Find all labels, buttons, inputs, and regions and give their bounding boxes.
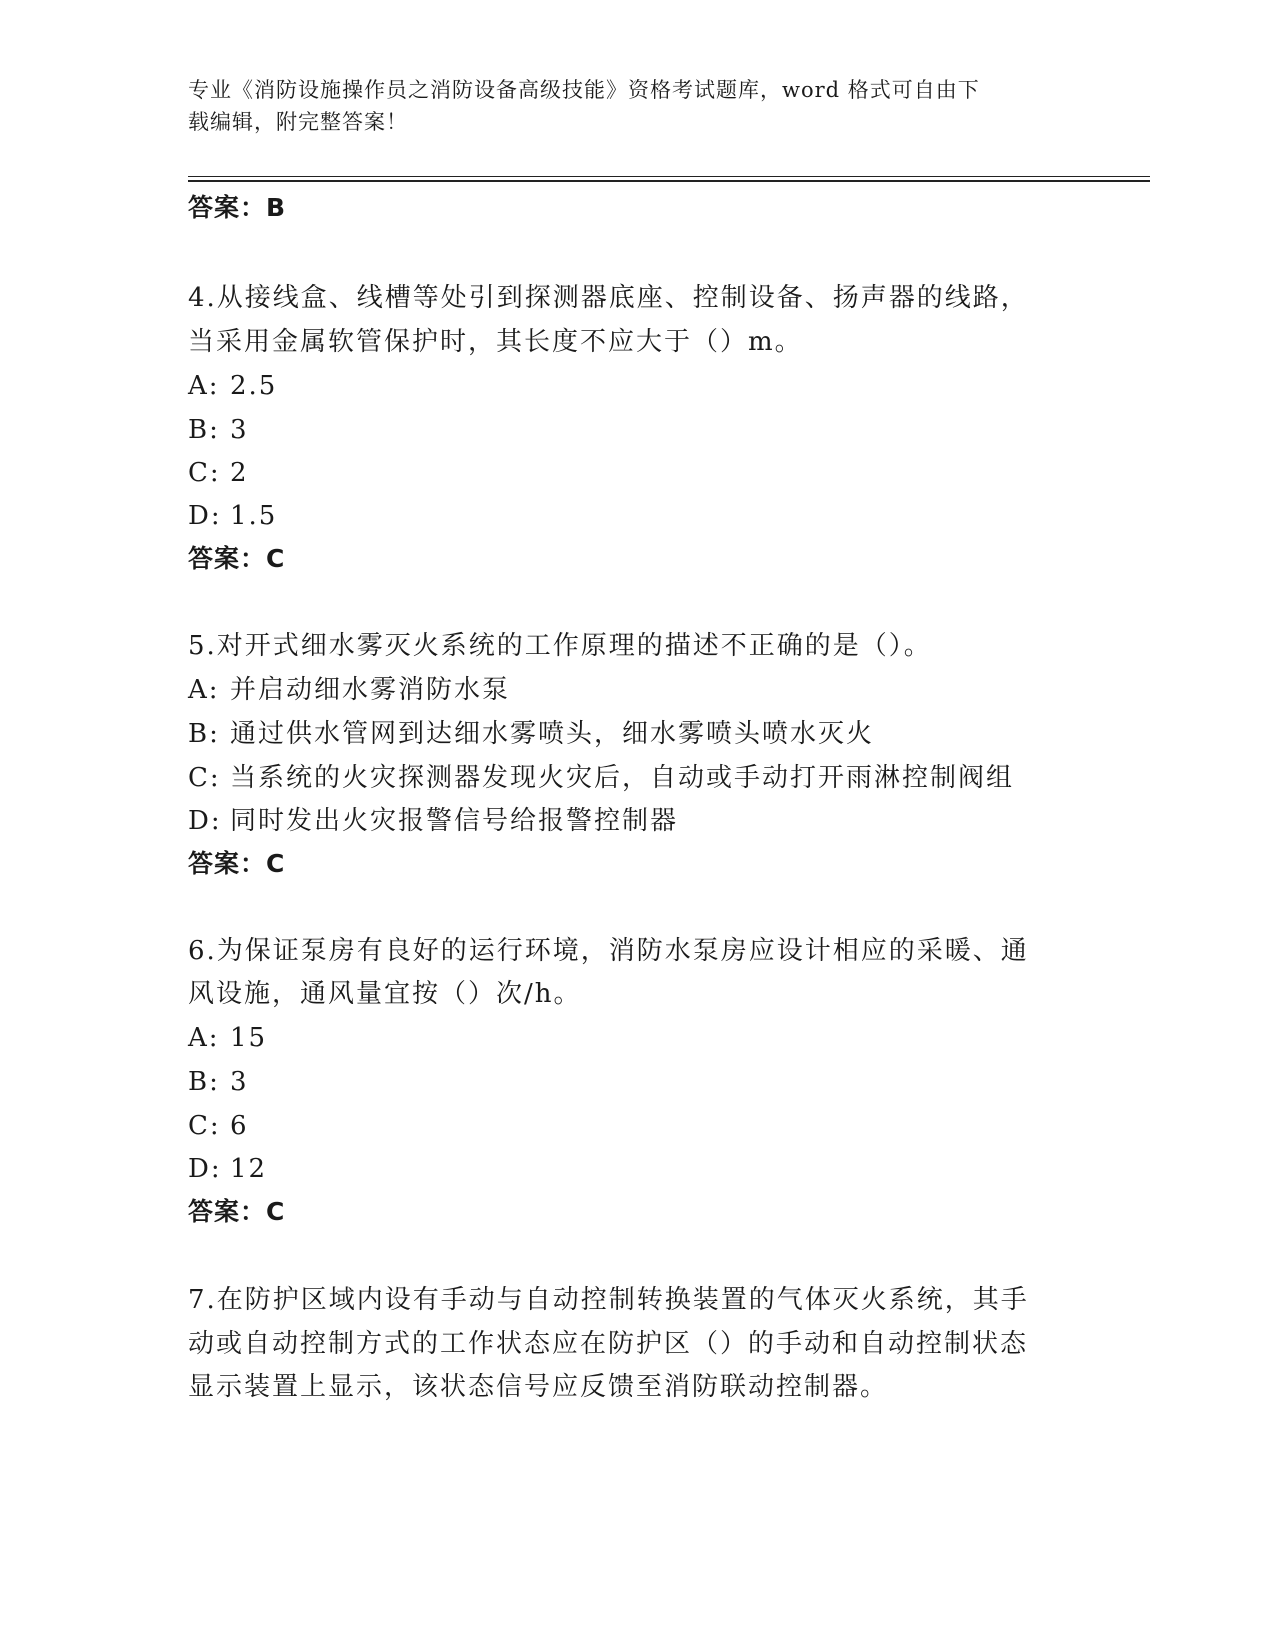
question-6-option-d — [188, 1153, 267, 1185]
option-key-d: D: — [188, 501, 222, 531]
question-4-option-d — [188, 500, 277, 532]
option-key-a: A: — [188, 371, 220, 401]
question-7-line-1: 7.在防护区域内设有手动与自动控制转换装置的气体灭火系统，其手 — [188, 1285, 1029, 1315]
question-4-option-b — [188, 414, 249, 446]
option-text: 3 — [230, 415, 249, 445]
question-5-option-d — [188, 805, 678, 837]
option-key-a: A: — [188, 1023, 220, 1053]
option-text: 2 — [230, 458, 249, 488]
answer-q3: 答案：B — [188, 193, 287, 222]
option-text: 当系统的火灾探测器发现火灾后，自动或手动打开雨淋控制阀组 — [230, 763, 1015, 793]
option-text: 1.5 — [230, 501, 278, 531]
option-key-b: B: — [188, 719, 220, 749]
header-line-1: 专业《消防设施操作员之消防设备高级技能》资格考试题库，word 格式可自由下 — [188, 78, 980, 102]
answer-q4: 答案：C — [188, 544, 286, 573]
question-4-line-2: 当采用金属软管保护时，其长度不应大于（）m。 — [188, 327, 803, 357]
header-line-2: 载编辑，附完整答案！ — [188, 110, 408, 134]
option-text: 12 — [230, 1154, 268, 1184]
option-key-a: A: — [188, 675, 220, 705]
question-5-line-1: 5.对开式细水雾灭火系统的工作原理的描述不正确的是（）。 — [188, 631, 932, 661]
header-divider-thick — [188, 180, 1150, 182]
page-header — [188, 74, 1068, 138]
question-4-line-1: 4.从接线盒、线槽等处引到探测器底座、控制设备、扬声器的线路， — [188, 283, 1029, 313]
question-4-option-c — [188, 457, 249, 489]
option-text: 3 — [230, 1067, 249, 1097]
option-key-d: D: — [188, 806, 222, 836]
question-6-option-c — [188, 1110, 249, 1142]
question-7-line-3: 显示装置上显示，该状态信号应反馈至消防联动控制器。 — [188, 1372, 889, 1402]
option-key-c: C: — [188, 458, 221, 488]
option-text: 并启动细水雾消防水泵 — [230, 675, 511, 705]
question-6-line-2: 风设施，通风量宜按（）次/h。 — [188, 979, 582, 1009]
question-5-option-b — [188, 718, 874, 750]
option-text: 15 — [230, 1023, 268, 1053]
option-text: 通过供水管网到达细水雾喷头，细水雾喷头喷水灭火 — [230, 719, 875, 749]
option-key-c: C: — [188, 763, 221, 793]
question-6-line-1: 6.为保证泵房有良好的运行环境，消防水泵房应设计相应的采暖、通 — [188, 936, 1029, 966]
option-key-b: B: — [188, 415, 220, 445]
option-text: 同时发出火灾报警信号给报警控制器 — [230, 806, 679, 836]
question-6-option-b — [188, 1066, 249, 1098]
question-6-option-a — [188, 1022, 267, 1054]
answer-q6: 答案：C — [188, 1197, 286, 1226]
header-divider-thin — [188, 176, 1150, 177]
question-5-option-a — [188, 674, 510, 706]
option-key-b: B: — [188, 1067, 220, 1097]
option-text: 6 — [230, 1111, 249, 1141]
answer-q5: 答案：C — [188, 849, 286, 878]
question-5-option-c — [188, 762, 1014, 794]
option-key-c: C: — [188, 1111, 221, 1141]
option-text: 2.5 — [230, 371, 278, 401]
question-7-line-2: 动或自动控制方式的工作状态应在防护区（）的手动和自动控制状态 — [188, 1329, 1029, 1359]
option-key-d: D: — [188, 1154, 222, 1184]
question-4-option-a — [188, 370, 277, 402]
